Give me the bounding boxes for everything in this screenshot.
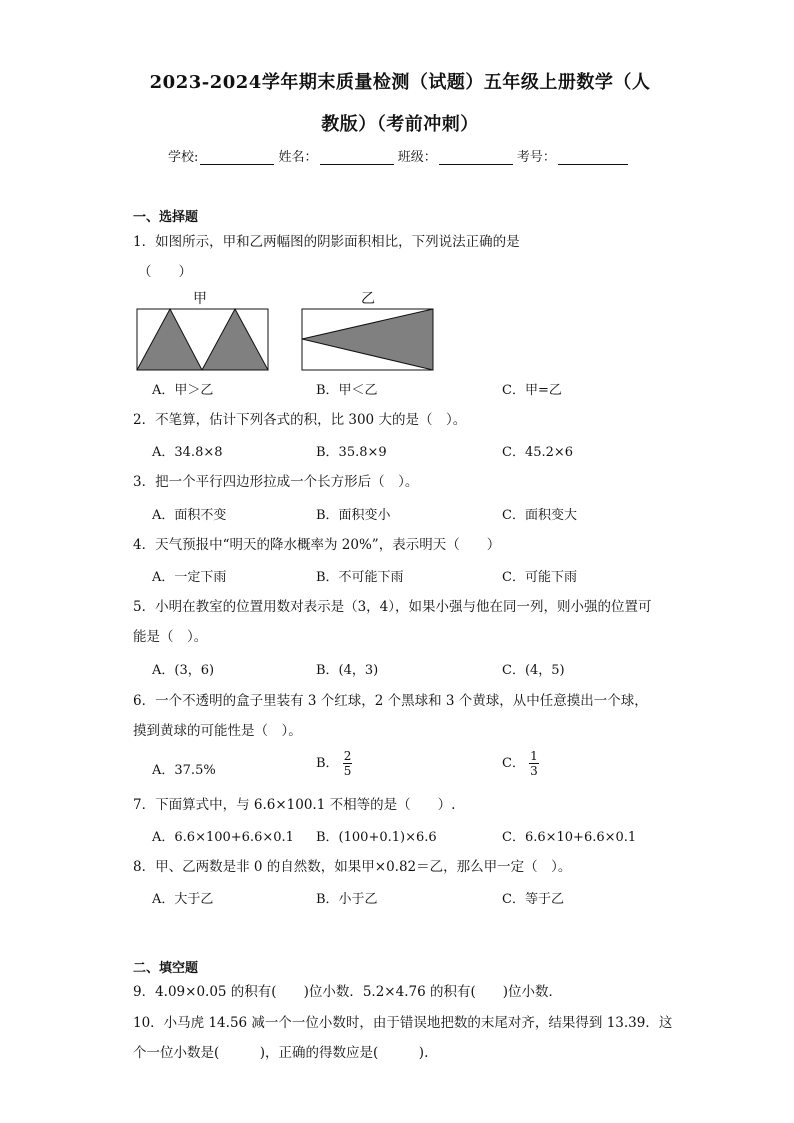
q4-option-c[interactable]: C．可能下雨 [502,570,577,585]
q6-option-a[interactable]: A．37.5% [152,763,216,778]
figure-a-two-triangles [136,308,270,372]
q4-option-a[interactable]: A．一定下雨 [152,570,227,585]
q6-option-c-prefix: C． [502,756,525,771]
school-blank[interactable] [200,150,274,165]
q3-option-b[interactable]: B．面积变小 [316,508,391,523]
q7-option-b[interactable]: B．(100+0.1)×6.6 [316,830,437,845]
fraction-denominator: 3 [530,764,538,778]
question-10-text-line1: 10．小马虎 14.56 减一个一位小数时，由于错误地把数的末尾对齐，结果得到 13.39．这 [133,1015,673,1031]
exam-number-blank[interactable] [558,150,628,165]
school-label: 学校: [168,150,199,165]
question-6-text-line1: 6．一个不透明的盒子里装有 3 个红球，2 个黑球和 3 个黄球，从中任意摸出一个球， [133,693,648,709]
question-1-paren: （ ） [138,264,192,280]
question-3-text: 3．把一个平行四边形拉成一个长方形后（ ）。 [133,474,419,490]
q4-option-b[interactable]: B．不可能下雨 [316,570,404,585]
q1-option-b[interactable]: B．甲＜乙 [316,383,378,398]
q6-option-b-fraction [343,749,353,778]
name-blank[interactable] [320,150,394,165]
q6-option-b-prefix: B． [316,756,339,771]
q2-option-a[interactable]: A．34.8×8 [152,445,223,460]
question-1-text: 1．如图所示，甲和乙两幅图的阴影面积相比，下列说法正确的是 [133,234,520,250]
question-10-text-line2: 个一位小数是( )，正确的得数应是( ). [133,1045,429,1061]
q5-option-c[interactable]: C．(4，5) [502,663,565,678]
question-5-text-line1: 5．小明在教室的位置用数对表示是（3，4），如果小强与他在同一列，则小强的位置可 [133,599,652,615]
q1-option-c[interactable]: C．甲=乙 [502,383,562,398]
q5-option-a[interactable]: A．(3，6) [152,663,215,678]
exam-title-line1: 2023-2024学年期末质量检测（试题）五年级上册数学（人 [149,72,651,93]
q5-option-b[interactable]: B．(4，3) [316,663,379,678]
q8-option-c[interactable]: C．等于乙 [502,892,564,907]
question-6-text-line2: 摸到黄球的可能性是（ ）。 [133,723,302,739]
figure-a-label: 甲 [193,291,207,307]
q6-option-c-fraction [529,749,539,778]
section-title-choice: 一、选择题 [133,210,199,225]
q7-option-c[interactable]: C．6.6×10+6.6×0.1 [502,830,637,845]
question-5-text-line2: 能是（ ）。 [133,629,208,645]
q1-option-a[interactable]: A．甲＞乙 [152,383,214,398]
figure-b-shaded-triangle [302,309,433,370]
q8-option-a[interactable]: A．大于乙 [152,892,214,907]
q6-option-c[interactable] [502,749,539,778]
class-label: 班级： [397,150,437,165]
figure-b-triangle [301,308,435,372]
question-8-text: 8．甲、乙两数是非 0 的自然数，如果甲×0.82＝乙，那么甲一定（ ）。 [133,859,572,875]
name-label: 姓名： [278,150,318,165]
figure-a-triangle-1 [137,309,202,370]
question-4-text: 4．天气预报中“明天的降水概率为 20%”，表示明天（ ） [133,537,501,553]
q7-option-a[interactable]: A．6.6×100+6.6×0.1 [152,830,294,845]
fraction-denominator: 5 [343,764,352,778]
q2-option-c[interactable]: C．45.2×6 [502,445,574,460]
question-2-text: 2．不笔算，估计下列各式的积，比 300 大的是（ ）。 [133,412,467,428]
question-7-text: 7．下面算式中，与 6.6×100.1 不相等的是（ ）. [133,797,456,813]
student-info-row [168,146,628,165]
section-title-fill: 二、填空题 [133,961,199,976]
class-blank[interactable] [439,150,513,165]
fraction-numerator: 1 [530,749,538,763]
exam-title-line2: 教版）（考前冲刺） [321,114,479,135]
q2-option-b[interactable]: B．35.8×9 [316,445,387,460]
q3-option-c[interactable]: C．面积变大 [502,508,577,523]
exam-number-label: 考号： [516,150,556,165]
question-9-text: 9．4.09×0.05 的积有( )位小数．5.2×4.76 的积有( )位小数． [133,984,563,1000]
figure-b-label: 乙 [361,291,375,307]
fraction-numerator: 2 [343,749,352,763]
figure-a-triangle-2 [202,309,268,370]
q3-option-a[interactable]: A．面积不变 [152,508,227,523]
q6-option-b[interactable] [316,749,352,778]
q8-option-b[interactable]: B．小于乙 [316,892,378,907]
